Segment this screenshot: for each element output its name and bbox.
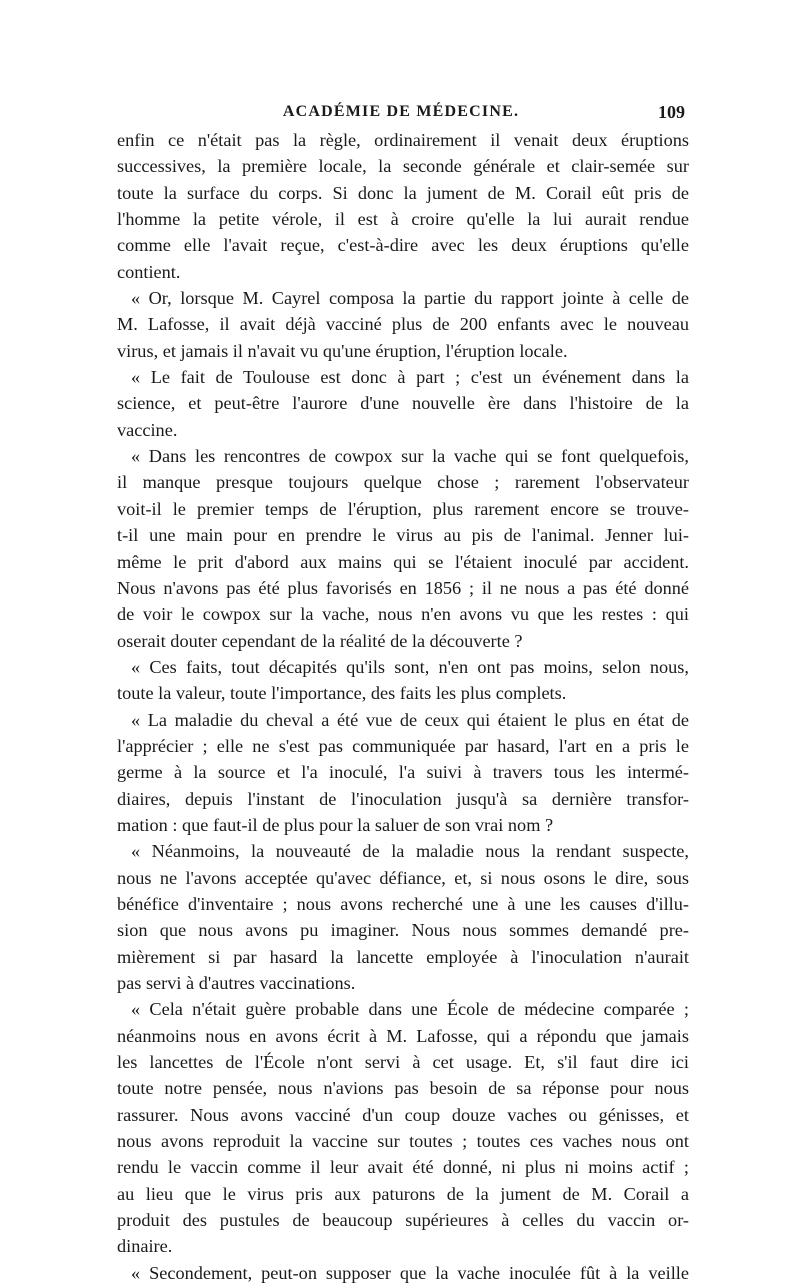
text-line: les lancettes de l'École n'ont servi à cet usage. Et, s'il faut dire ici xyxy=(117,1052,689,1073)
text-line: germe à la source et l'a inoculé, l'a suivi à travers tous les intermé- xyxy=(117,762,689,783)
text-line: contient. xyxy=(117,261,181,282)
text-line: sion que nous avons pu imaginer. Nous nous sommes demandé pre- xyxy=(117,920,689,941)
text-line: vaccine. xyxy=(117,419,178,440)
text-line: au lieu que le virus pris aux paturons de la jument de M. Corail a xyxy=(117,1183,689,1204)
text-line: oserait douter cependant de la réalité de la découverte ? xyxy=(117,630,523,651)
text-line: M. Lafosse, il avait déjà vacciné plus de 200 enfants avec le nouveau xyxy=(117,314,689,335)
text-line: néanmoins nous en avons écrit à M. Lafosse, qui a répondu que jamais xyxy=(117,1025,689,1046)
page-header xyxy=(117,100,685,124)
text-line: successives, la première locale, la seconde générale et clair-semée sur xyxy=(117,156,689,177)
running-head: ACADÉMIE DE MÉDECINE. xyxy=(282,103,520,120)
text-line: « Le fait de Toulouse est donc à part ; c'est un événement dans la xyxy=(131,367,689,388)
text-line: toute notre pensée, nous n'avions pas besoin de sa réponse pour nous xyxy=(117,1078,689,1099)
text-line: « Cela n'était guère probable dans une École de médecine comparée ; xyxy=(131,999,689,1020)
text-line: il manque presque toujours quelque chose ; rarement l'observateur xyxy=(117,472,689,493)
text-line: « Ces faits, tout décapités qu'ils sont, n'en ont pas moins, selon nous, xyxy=(131,656,689,677)
text-line: diaires, depuis l'instant de l'inoculation jusqu'à sa dernière transfor- xyxy=(117,788,689,809)
text-line: nous avons reproduit la vaccine sur toutes ; toutes ces vaches nous ont xyxy=(117,1131,689,1152)
text-line: toute la surface du corps. Si donc la jument de M. Corail eût pris de xyxy=(117,182,689,203)
page-number: 109 xyxy=(658,102,685,122)
text-line: virus, et jamais il n'avait vu qu'une éruption, l'éruption locale. xyxy=(117,340,568,361)
text-line: pas servi à d'autres vaccinations. xyxy=(117,973,356,993)
text-line: mièrement si par hasard la lancette employée à l'inoculation n'aurait xyxy=(117,946,689,967)
text-line: comme elle l'avait reçue, c'est-à-dire avec les deux éruptions qu'elle xyxy=(117,235,689,256)
text-line: enfin ce n'était pas la règle, ordinairement il venait deux éruptions xyxy=(117,130,689,150)
text-line: « Or, lorsque M. Cayrel composa la partie du rapport jointe à celle de xyxy=(131,288,689,309)
text-line: Nous n'avons pas été plus favorisés en 1856 ; il ne nous a pas été donné xyxy=(117,577,689,598)
text-line: l'homme la petite vérole, il est à croire qu'elle la lui aurait rendue xyxy=(117,209,689,230)
text-line: même le prit d'abord aux mains qui se l'étaient inoculé par accident. xyxy=(117,551,689,572)
body-text xyxy=(117,127,689,1286)
text-line: voit-il le premier temps de l'éruption, plus rarement encore se trouve- xyxy=(117,498,689,519)
text-line: dinaire. xyxy=(117,1236,173,1257)
text-line: bénéfice d'inventaire ; nous avons recherché une à une les causes d'illu- xyxy=(117,893,689,914)
text-line: rassurer. Nous avons vacciné d'un coup douze vaches ou génisses, et xyxy=(117,1104,689,1125)
text-line: l'apprécier ; elle ne s'est pas communiquée par hasard, l'art en a pris le xyxy=(117,735,689,756)
text-line: « Dans les rencontres de cowpox sur la vache qui se font quelquefois, xyxy=(131,446,689,467)
text-line: t-il une main pour en prendre le virus au pis de l'animal. Jenner lui- xyxy=(117,525,689,546)
text-line: « Néanmoins, la nouveauté de la maladie nous la rendant suspecte, xyxy=(131,841,689,862)
text-line: nous ne l'avons acceptée qu'avec défiance, et, si nous osons le dire, sous xyxy=(117,867,689,888)
text-line: « La maladie du cheval a été vue de ceux qui étaient le plus en état de xyxy=(131,709,689,730)
text-line: toute la valeur, toute l'importance, des faits les plus complets. xyxy=(117,683,567,704)
text-line: « Secondement, peut-on supposer que la vache inoculée fût à la veille xyxy=(131,1262,689,1283)
text-line: de voir le cowpox sur la vache, nous n'en avons vu que les restes : qui xyxy=(117,604,689,625)
text-line: mation : que faut-il de plus pour la saluer de son vrai nom ? xyxy=(117,814,554,835)
text-line: rendu le vaccin comme il leur avait été donné, ni plus ni moins actif ; xyxy=(117,1157,689,1178)
text-line: produit des pustules de beaucoup supérieures à celles du vaccin or- xyxy=(117,1210,689,1231)
text-line: science, et peut-être l'aurore d'une nouvelle ère dans l'histoire de la xyxy=(117,393,689,414)
